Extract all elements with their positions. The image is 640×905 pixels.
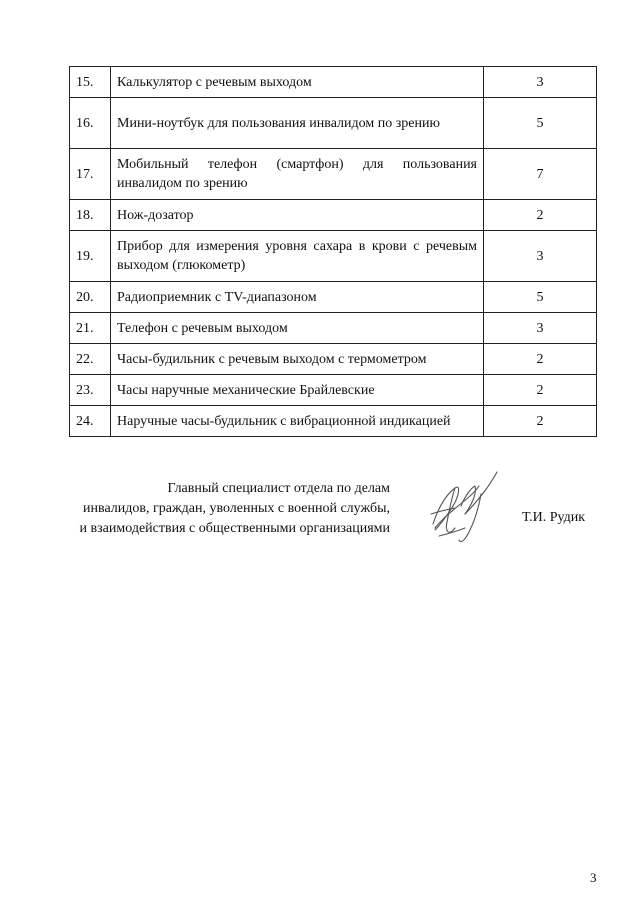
table-row	[70, 200, 597, 231]
row-quantity: 5	[484, 282, 597, 313]
handwritten-signature	[425, 466, 505, 548]
table-row	[70, 344, 597, 375]
items-table	[69, 66, 597, 437]
row-number: 24.	[70, 406, 111, 437]
table-row	[70, 375, 597, 406]
row-quantity: 2	[484, 406, 597, 437]
row-number: 21.	[70, 313, 111, 344]
row-quantity: 5	[484, 98, 597, 149]
row-quantity: 2	[484, 344, 597, 375]
row-name: Нож-дозатор	[111, 200, 484, 231]
table-row	[70, 149, 597, 200]
row-name: Прибор для измерения уровня сахара в крови с речевым выходом (глюкометр)	[111, 231, 484, 282]
row-name: Телефон с речевым выходом	[111, 313, 484, 344]
row-name: Часы-будильник с речевым выходом с термометром	[111, 344, 484, 375]
row-number: 15.	[70, 67, 111, 98]
row-quantity: 7	[484, 149, 597, 200]
table-row	[70, 98, 597, 149]
row-name: Мини-ноутбук для пользования инвалидом по зрению	[111, 98, 484, 149]
row-quantity: 3	[484, 231, 597, 282]
row-number: 16.	[70, 98, 111, 149]
row-quantity: 3	[484, 67, 597, 98]
table-row	[70, 282, 597, 313]
table-row	[70, 406, 597, 437]
row-number: 22.	[70, 344, 111, 375]
row-name: Калькулятор с речевым выходом	[111, 67, 484, 98]
row-name: Радиоприемник с TV-диапазоном	[111, 282, 484, 313]
position-line: инвалидов, граждан, уволенных с военной службы,	[83, 501, 390, 516]
table-row	[70, 313, 597, 344]
position-line: Главный специалист отдела по делам	[167, 481, 390, 496]
row-number: 20.	[70, 282, 111, 313]
signer-name: Т.И. Рудик	[522, 510, 586, 525]
row-quantity: 2	[484, 375, 597, 406]
row-number: 18.	[70, 200, 111, 231]
signatory-position	[30, 479, 390, 539]
row-name: Мобильный телефон (смартфон) для пользования инвалидом по зрению	[111, 149, 484, 200]
table-row	[70, 67, 597, 98]
row-number: 19.	[70, 231, 111, 282]
row-name: Наручные часы-будильник с вибрационной индикацией	[111, 406, 484, 437]
row-number: 17.	[70, 149, 111, 200]
position-line: и взаимодействия с общественными организациями	[79, 521, 390, 536]
row-quantity: 3	[484, 313, 597, 344]
row-name: Часы наручные механические Брайлевские	[111, 375, 484, 406]
row-number: 23.	[70, 375, 111, 406]
row-quantity: 2	[484, 200, 597, 231]
page-number: 3	[590, 870, 597, 885]
table-row	[70, 231, 597, 282]
